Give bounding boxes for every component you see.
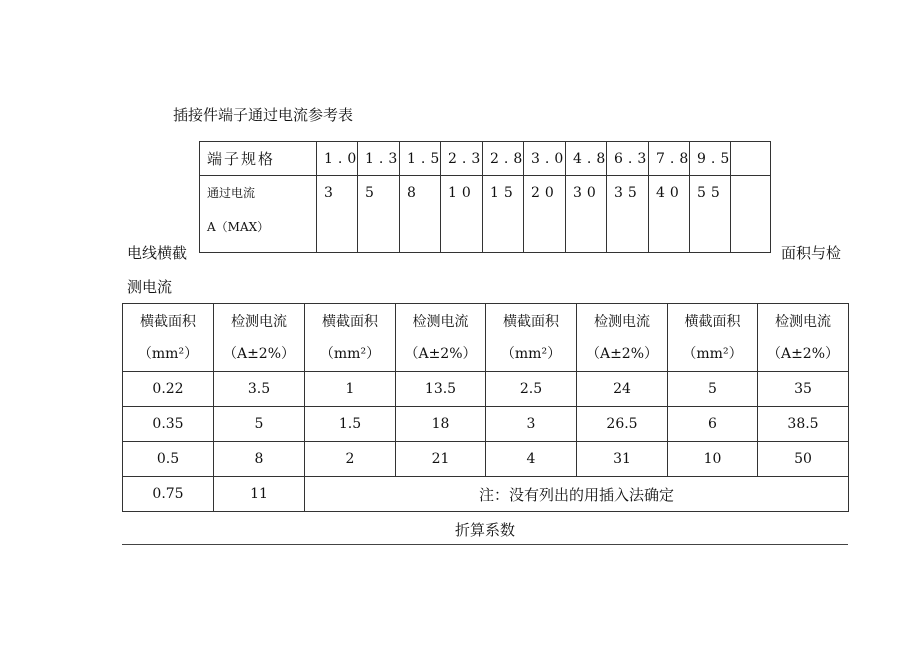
spec-cell: 2.8 (483, 142, 524, 176)
header-line1: 横截面积 (322, 313, 378, 330)
header-line2: （A±2%） (766, 345, 840, 362)
header-row (123, 304, 849, 372)
header-line2: （A±2%） (404, 345, 477, 362)
header-cell (758, 304, 849, 372)
table-cell: 24 (577, 372, 668, 407)
table-cell: 1.5 (305, 407, 396, 442)
header-line2: （A±2%） (222, 345, 296, 362)
table-cell: 50 (758, 442, 849, 477)
table-note: 注：没有列出的用插入法确定 (305, 477, 849, 512)
spec-row (200, 142, 771, 176)
table-cell: 11 (214, 477, 305, 512)
table-cell: 0.35 (123, 407, 214, 442)
table-cell: 8 (214, 442, 305, 477)
table-cell: 0.75 (123, 477, 214, 512)
header-cell (305, 304, 396, 372)
table-cell: 5 (668, 372, 758, 407)
header-line1: 横截面积 (684, 313, 741, 330)
header-cell (486, 304, 577, 372)
table-cell: 2.5 (486, 372, 577, 407)
current-header-cell (200, 176, 317, 253)
current-cell: 5 (358, 176, 400, 253)
header-line2: （A±2%） (585, 345, 659, 362)
current-row (200, 176, 771, 253)
spec-cell: 3.0 (524, 142, 566, 176)
spec-cell: 4.8 (566, 142, 607, 176)
table-cell: 26.5 (577, 407, 668, 442)
header-cell (577, 304, 668, 372)
current-cell: 30 (566, 176, 607, 253)
current-label-line2: A（MAX） (207, 220, 270, 234)
table-title: 插接件端子通过电流参考表 (173, 106, 354, 124)
table-cell: 0.5 (123, 442, 214, 477)
header-line1: 检测电流 (231, 313, 287, 330)
table-cell: 1 (305, 372, 396, 407)
table-row (123, 477, 849, 512)
table-cell: 21 (396, 442, 486, 477)
header-cell (214, 304, 305, 372)
current-cell: 20 (524, 176, 566, 253)
table-cell: 5 (214, 407, 305, 442)
header-cell (123, 304, 214, 372)
current-label-line1: 通过电流 (207, 186, 256, 200)
section-label-left-2: 测电流 (127, 278, 173, 296)
divider (122, 544, 848, 545)
spec-cell: 1.3 (358, 142, 400, 176)
spec-cell: 9.5 (690, 142, 731, 176)
header-line1: 横截面积 (140, 313, 196, 330)
spec-cell: 6.3 (607, 142, 649, 176)
terminal-current-table (199, 141, 771, 253)
spec-cell: 1.0 (317, 142, 358, 176)
spec-cell: 7.8 (649, 142, 690, 176)
spec-cell: 2.3 (441, 142, 483, 176)
header-line1: 检测电流 (594, 313, 650, 330)
table-cell: 3.5 (214, 372, 305, 407)
table-cell: 35 (758, 372, 849, 407)
section-label-left: 电线横截 (127, 244, 188, 262)
table-cell: 0.22 (123, 372, 214, 407)
wire-current-table (122, 303, 849, 512)
header-line2: （mm²） (137, 345, 199, 362)
table-cell: 18 (396, 407, 486, 442)
header-cell (668, 304, 758, 372)
current-cell: 35 (607, 176, 649, 253)
table-cell: 3 (486, 407, 577, 442)
header-line1: 横截面积 (503, 313, 559, 330)
table-cell: 2 (305, 442, 396, 477)
table-row (123, 372, 849, 407)
current-cell: 8 (400, 176, 441, 253)
table-cell: 10 (668, 442, 758, 477)
header-line2: （mm²） (500, 345, 562, 362)
table-cell: 31 (577, 442, 668, 477)
table-row (123, 407, 849, 442)
header-line2: （mm²） (682, 345, 743, 362)
header-line2: （mm²） (319, 345, 381, 362)
current-cell: 40 (649, 176, 690, 253)
section-label-right: 面积与检 (781, 244, 842, 262)
current-cell: 3 (317, 176, 358, 253)
header-cell (396, 304, 486, 372)
table-row (123, 442, 849, 477)
table-cell: 6 (668, 407, 758, 442)
header-line1: 检测电流 (775, 313, 831, 330)
table-cell: 13.5 (396, 372, 486, 407)
table-cell: 38.5 (758, 407, 849, 442)
spec-cell: 1.5 (400, 142, 441, 176)
current-cell (731, 176, 771, 253)
header-line1: 检测电流 (412, 313, 469, 330)
table-cell: 4 (486, 442, 577, 477)
footer-title: 折算系数 (455, 521, 516, 539)
spec-header-cell: 端子规格 (200, 142, 317, 176)
current-cell: 55 (690, 176, 731, 253)
spec-cell (731, 142, 771, 176)
current-cell: 10 (441, 176, 483, 253)
current-cell: 15 (483, 176, 524, 253)
